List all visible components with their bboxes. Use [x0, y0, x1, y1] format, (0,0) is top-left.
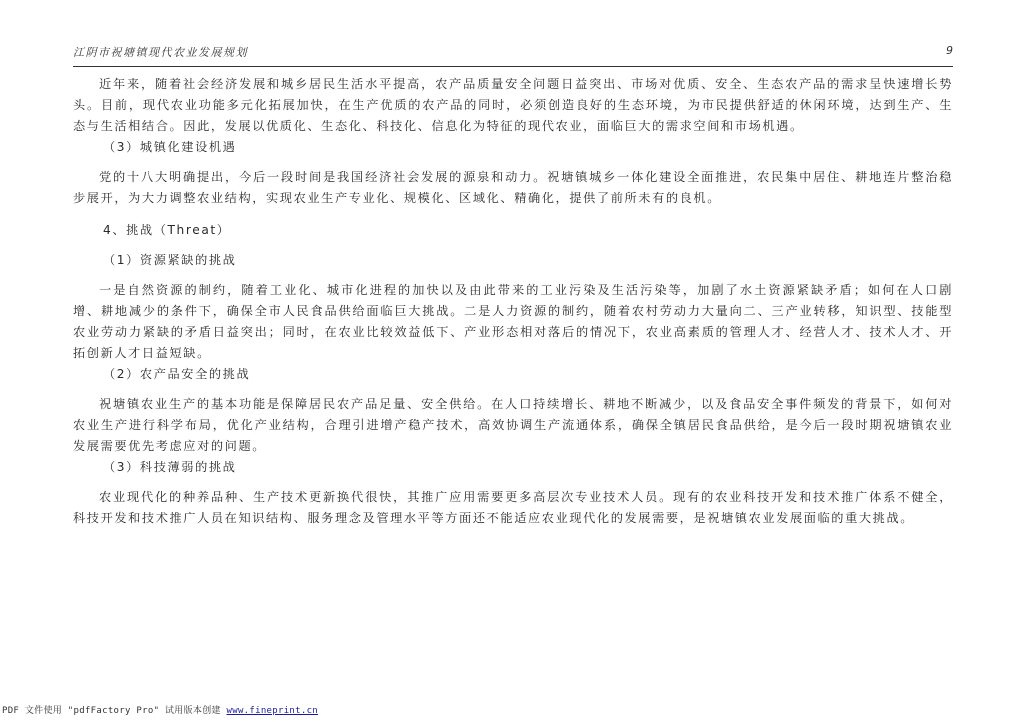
footer-text: PDF 文件使用 "pdfFactory Pro" 试用版本创建: [2, 706, 227, 716]
document-body: [73, 74, 953, 529]
paragraph-weak-technology: 农业现代化的种养品种、生产技术更新换代很快，其推广应用需要更多高层次专业技术人员。现有的农业科技开发和技术推广体系不健全，科技开发和技术推广人员在知识结构、服务理念及管理水平等方面还不能适应农业现代化的发展需要，是祝塘镇农业发展面临的重大挑战。: [73, 490, 953, 525]
footer-link[interactable]: www.fineprint.cn: [226, 706, 319, 716]
section-heading-threat: 4、挑战（Threat）: [103, 223, 231, 237]
paragraph-food-safety: 祝塘镇农业生产的基本功能是保障居民农产品足量、安全供给。在人口持续增长、耕地不断减少，以及食品安全事件频发的背景下，如何对农业生产进行科学布局，优化产业结构，合理引进增产稳产技术，高效协调生产流通体系，确保全镇居民食品供给，是今后一段时期祝塘镇农业发展需要优先考虑应对的问题。: [73, 397, 953, 453]
paragraph-market-demand: 近年来，随着社会经济发展和城乡居民生活水平提高，农产品质量安全问题日益突出、市场对优质、安全、生态农产品的需求呈快速增长势头。目前，现代农业功能多元化拓展加快，在生产优质的农产品的同时，必须创造良好的生态环境，为市民提供舒适的休闲环境，达到生产、生态与生活相结合。因此，发展以优质化、生态化、科技化、信息化为特征的现代农业，面临巨大的需求空间和市场机遇。: [73, 77, 953, 133]
subheading-food-safety: （2）农产品安全的挑战: [103, 367, 251, 381]
paragraph-urbanization: 党的十八大明确提出，今后一段时间是我国经济社会发展的源泉和动力。祝塘镇城乡一体化建设全面推进，农民集中居住、耕地连片整治稳步展开，为大力调整农业结构，实现农业生产专业化、规模化、区域化、精确化，提供了前所未有的良机。: [73, 170, 953, 205]
pdf-footer: [2, 703, 318, 716]
document-title: 江阴市祝塘镇现代农业发展规划: [73, 46, 248, 59]
paragraph-resource-shortage: 一是自然资源的制约，随着工业化、城市化进程的加快以及由此带来的工业污染及生活污染等，加剧了水土资源紧缺矛盾；如何在人口剧增、耕地减少的条件下，确保全市人民食品供给面临巨大挑战。二是人力资源的制约，随着农村劳动力大量向二、三产业转移，知识型、技能型农业劳动力紧缺的矛盾日益突出；同时，在农业比较效益低下、产业形态相对落后的情况下，农业高素质的管理人才、经营人才、技术人才、开拓创新人才日益短缺。: [73, 283, 953, 360]
subheading-resource-shortage: （1）资源紧缺的挑战: [103, 253, 237, 267]
page-number: 9: [946, 44, 953, 57]
header-divider: [73, 66, 953, 67]
subheading-urbanization: （3）城镇化建设机遇: [103, 140, 237, 154]
subheading-weak-technology: （3）科技薄弱的挑战: [103, 460, 237, 474]
page-header: [73, 44, 953, 64]
